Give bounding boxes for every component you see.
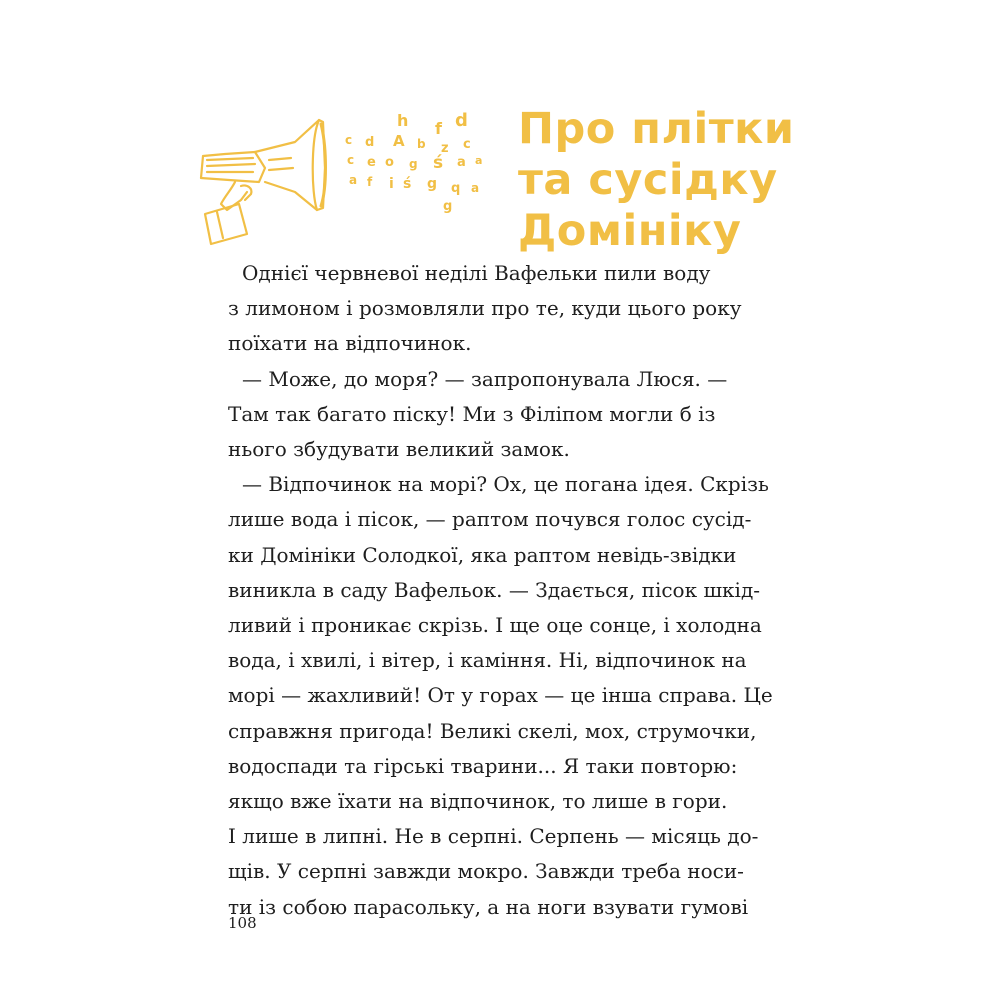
text-line: справжня пригода! Великі скелі, мох, струмочки,	[228, 718, 757, 743]
letter-glyph: f	[367, 175, 373, 189]
letter-glyph: g	[427, 176, 438, 192]
letter-glyph: i	[389, 176, 394, 192]
letter-glyph: d	[455, 110, 468, 131]
megaphone-icon	[195, 108, 515, 248]
text-line: нього збудувати великий замок.	[228, 437, 570, 462]
text-line: ливий і проникає скрізь. І ще оце сонце, і холодна	[228, 613, 762, 638]
letter-glyph: c	[463, 137, 471, 152]
letter-glyph: a	[457, 155, 466, 170]
text-line: І лише в липні. Не в серпні. Серпень — місяць до-	[228, 824, 759, 849]
letter-glyph: a	[349, 173, 358, 187]
text-line: ки Домініки Солодкої, яка раптом невідь-звідки	[228, 542, 737, 567]
text-line: з лимоном і розмовляли про те, куди цього року	[228, 296, 742, 321]
letter-glyph: f	[435, 119, 442, 138]
text-line: морі — жахливий! От у горах — це інша справа. Це	[228, 683, 773, 708]
page-number: 108	[228, 914, 257, 932]
text-line: лише вода і пісок, — раптом почувся голос сусід-	[228, 507, 752, 532]
megaphone-illustration	[195, 108, 515, 248]
text-line: вода, і хвилі, і вітер, і каміння. Ні, відпочинок на	[228, 648, 747, 673]
letter-glyph: e	[367, 155, 376, 170]
letter-glyph: ś	[403, 176, 412, 192]
letter-glyph: g	[443, 199, 453, 214]
letter-glyph: q	[451, 181, 461, 196]
chapter-title	[518, 104, 798, 257]
chapter-title-line: та сусідку	[518, 155, 778, 205]
text-line: виникла в саду Вафельок. — Здається, пісок шкід-	[228, 577, 761, 602]
letter-glyph: o	[385, 155, 394, 170]
text-line: поїхати на відпочинок.	[228, 331, 472, 356]
text-line: — Може, до моря? — запропонувала Люся. —	[242, 366, 728, 391]
text-line: водоспади та гірські тварини... Я таки повторю:	[228, 753, 738, 778]
letter-glyph: a	[475, 154, 483, 167]
letter-glyph: z	[441, 141, 449, 156]
chapter-title-line: Про плітки	[518, 104, 795, 154]
letter-glyph: g	[409, 157, 418, 171]
letter-glyph: c	[345, 133, 353, 147]
letter-glyph: ś	[433, 153, 444, 173]
letter-glyph: A	[393, 132, 405, 150]
text-line: ти із собою парасольку, а на ноги взувати гумові	[228, 894, 749, 919]
chapter-title-line: Домініку	[518, 206, 742, 256]
letter-glyph: h	[397, 111, 409, 130]
text-line: щів. У серпні завжди мокро. Завжди треба носи-	[228, 859, 744, 884]
letter-glyph: c	[347, 153, 355, 167]
text-line: — Відпочинок на морі? Ох, це погана ідея. Скрізь	[242, 472, 769, 497]
text-line: Однієї червневої неділі Вафельки пили воду	[242, 261, 711, 285]
letter-glyph: a	[471, 181, 480, 195]
letter-glyph: d	[365, 135, 375, 150]
letter-glyph: b	[417, 137, 426, 151]
text-line: якщо вже їхати на відпочинок, то лише в гори.	[228, 789, 728, 814]
text-line: Там так багато піску! Ми з Філіпом могли б із	[228, 401, 716, 426]
body-text	[228, 256, 788, 925]
